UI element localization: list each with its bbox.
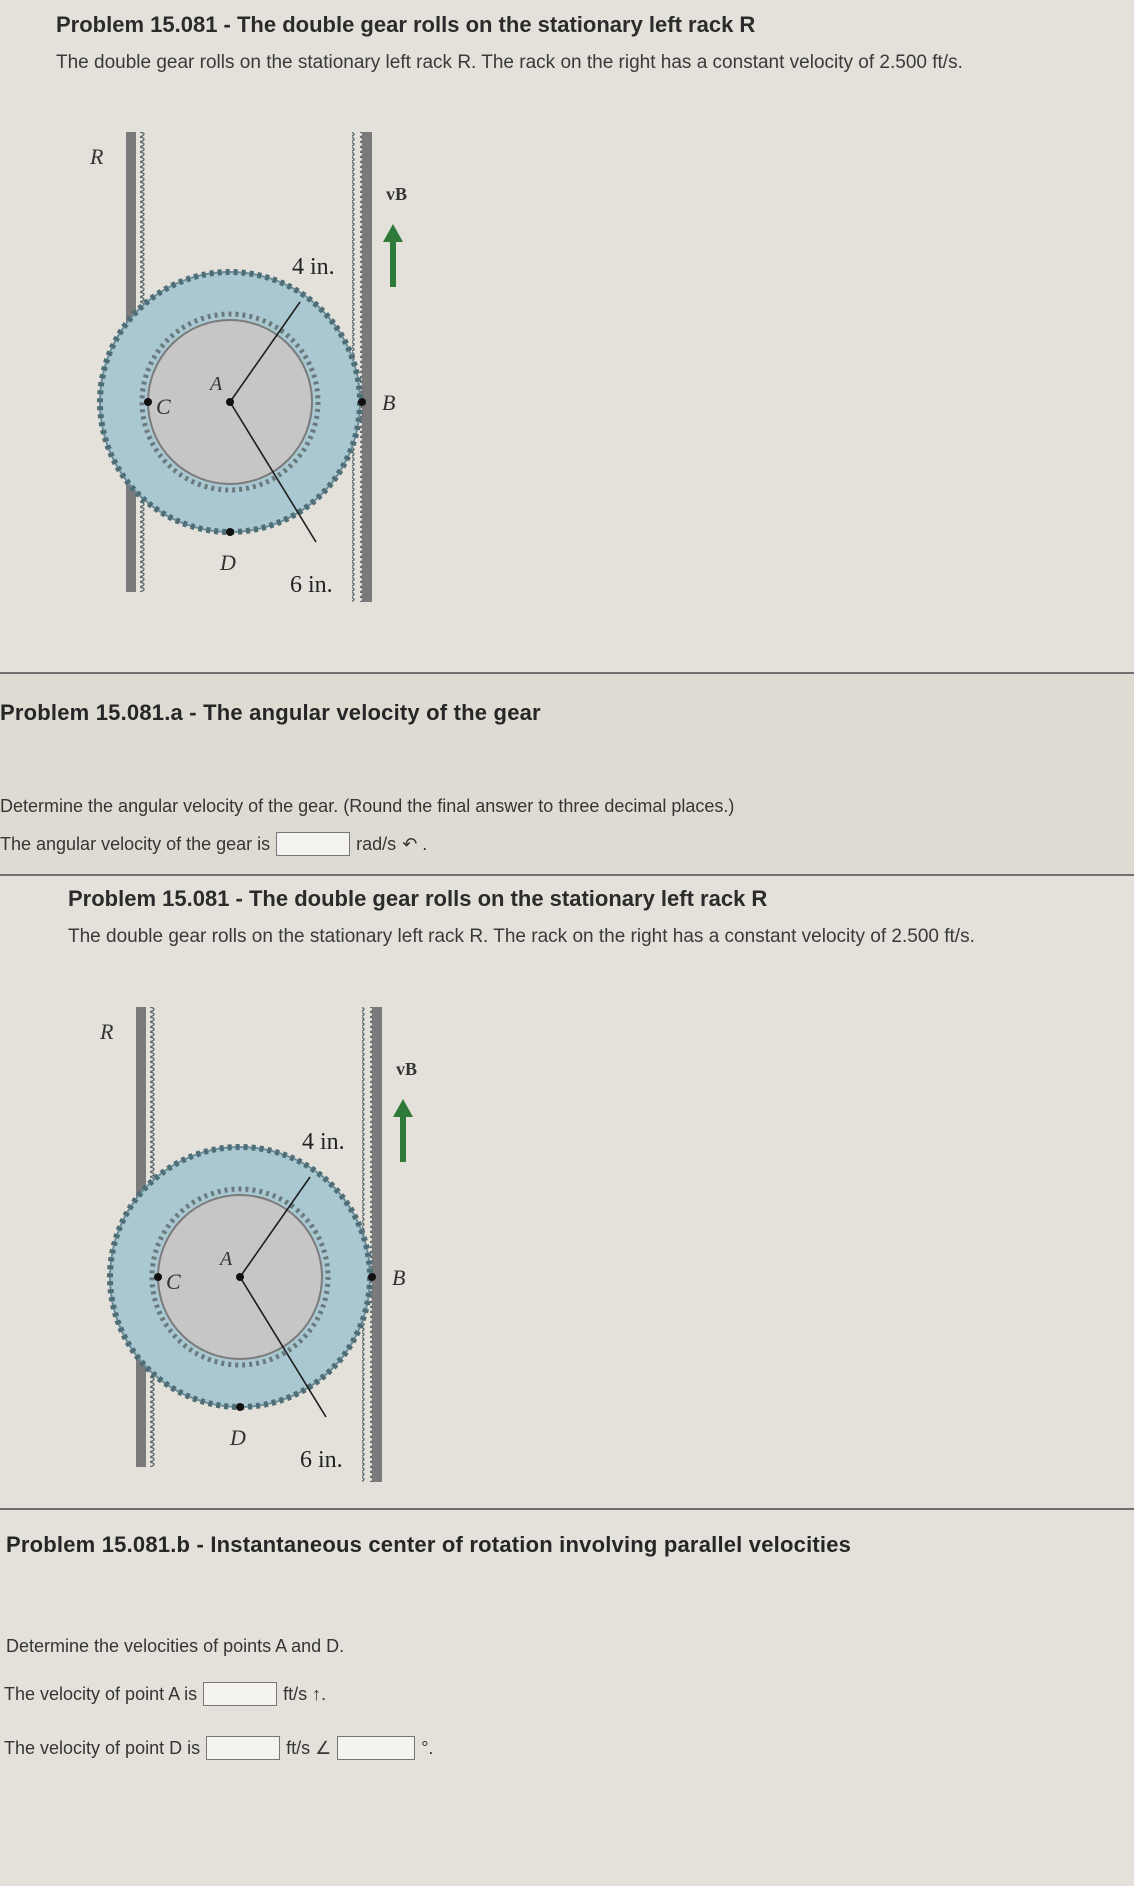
point-a-dot — [226, 398, 234, 406]
problem-description: The double gear rolls on the stationary left rack R. The rack on the right has a constant velocity of 2.500 ft/s. — [56, 52, 963, 73]
velocity-d-line — [4, 1736, 433, 1760]
label-outer-radius-2: 6 in. — [300, 1447, 343, 1473]
velocity-d-unit: ft/s ∠ — [286, 1737, 332, 1758]
part-a-direction: ↶ . — [402, 833, 428, 854]
vb-arrow-head — [383, 224, 403, 242]
label-d: D — [220, 550, 236, 575]
divider-top — [0, 672, 1134, 674]
velocity-a-line — [4, 1682, 326, 1706]
gear-rack-figure-2 — [80, 982, 440, 1482]
problem-panel-top — [0, 0, 1134, 672]
part-b-question: Determine the velocities of points A and D. — [6, 1636, 345, 1656]
label-c: C — [156, 394, 171, 419]
label-c-2: C — [166, 1269, 181, 1294]
angular-velocity-input[interactable] — [276, 832, 350, 856]
velocity-a-unit: ft/s ↑. — [283, 1683, 327, 1704]
label-vb: vB — [386, 184, 408, 204]
velocity-a-prefix: The velocity of point A is — [4, 1683, 198, 1704]
point-d-dot — [226, 528, 234, 536]
right-rack-bar — [362, 132, 372, 602]
problem-description-2: The double gear rolls on the stationary left rack R. The rack on the right has a constant velocity of 2.500 ft/s. — [68, 926, 975, 947]
point-b-dot-2 — [368, 1273, 376, 1281]
gear-rack-figure — [70, 112, 430, 602]
part-a-answer-unit: rad/s — [356, 833, 397, 854]
vb-arrow-head-2 — [393, 1099, 413, 1117]
velocity-d-angle-input[interactable] — [337, 1736, 415, 1760]
label-a: A — [210, 373, 223, 395]
problem-title-2: Problem 15.081 - The double gear rolls on the stationary left rack R — [68, 886, 768, 911]
point-c-dot — [144, 398, 152, 406]
label-outer-radius: 6 in. — [290, 572, 333, 598]
velocity-a-input[interactable] — [203, 1682, 277, 1706]
label-a-2: A — [220, 1248, 233, 1270]
point-a-dot-2 — [236, 1273, 244, 1281]
divider-bottom — [0, 1508, 1134, 1510]
part-b-heading: Problem 15.081.b - Instantaneous center of rotation involving parallel velocities — [6, 1532, 852, 1557]
label-b-2: B — [392, 1265, 406, 1290]
label-r-2: R — [100, 1019, 114, 1044]
label-d-2: D — [230, 1425, 246, 1450]
part-a-answer-line — [0, 832, 427, 856]
part-a-question: Determine the angular velocity of the gear. (Round the final answer to three decimal places.) — [0, 796, 735, 816]
right-rack-bar-2 — [372, 1007, 382, 1482]
label-r: R — [90, 144, 104, 169]
point-b-dot — [358, 398, 366, 406]
point-d-dot-2 — [236, 1403, 244, 1411]
part-a-heading: Problem 15.081.a - The angular velocity of the gear — [0, 700, 541, 725]
velocity-d-prefix: The velocity of point D is — [4, 1737, 201, 1758]
label-b: B — [382, 390, 396, 415]
point-c-dot-2 — [154, 1273, 162, 1281]
velocity-d-suffix: °. — [421, 1737, 434, 1758]
label-inner-radius: 4 in. — [292, 254, 335, 280]
problem-title: Problem 15.081 - The double gear rolls on the stationary left rack R — [56, 12, 756, 37]
label-vb-2: vB — [396, 1059, 418, 1079]
part-a-answer-prefix: The angular velocity of the gear is — [0, 833, 271, 854]
velocity-d-input[interactable] — [206, 1736, 280, 1760]
label-inner-radius-2: 4 in. — [302, 1129, 345, 1155]
problem-panel-bottom — [0, 876, 1134, 1886]
